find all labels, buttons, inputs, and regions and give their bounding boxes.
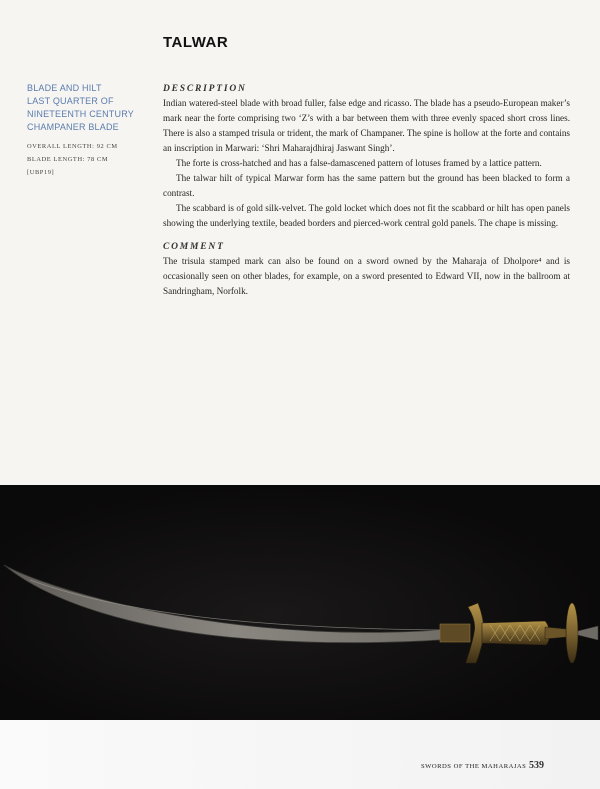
sidebar — [27, 82, 149, 179]
sidebar-meta — [27, 140, 149, 179]
sidebar-heading-line: NINETEENTH CENTURY — [27, 109, 134, 119]
sword-ricasso — [440, 624, 470, 642]
sword-pommel-finial — [578, 626, 598, 640]
talwar-photograph — [0, 485, 600, 720]
sword-grip — [482, 621, 549, 645]
sword-blade — [4, 565, 466, 643]
page-title: TALWAR — [163, 34, 229, 51]
sidebar-heading — [27, 82, 149, 134]
sword-pommel — [566, 603, 578, 663]
main-text — [163, 82, 570, 299]
description-heading: DESCRIPTION — [163, 84, 247, 94]
comment-heading: COMMENT — [163, 242, 225, 252]
catalogue-reference: [UBP19] — [27, 169, 55, 176]
running-title: SWORDS OF THE MAHARAJAS — [421, 763, 527, 770]
comment-paragraph: The trisula stamped mark can also be found on a sword owned by the Maharaja of Dholpore⁴ and is occasionally seen on other blades, for example, on a sword presented to Edward VII, now in the ballroom at Sandringham, Norfolk. — [163, 256, 570, 296]
footer-strip — [0, 720, 600, 789]
sidebar-heading-line: BLADE AND HILT — [27, 83, 102, 93]
description-paragraph: The scabbard is of gold silk-velvet. The gold locket which does not fit the scabbard or hilt has open panels showing the underlying textile, beaded borders and pierced-work central gold panels. The chape is missing. — [163, 203, 570, 228]
sidebar-heading-line: CHAMPANER BLADE — [27, 122, 119, 132]
description-paragraph: The forte is cross-hatched and has a false-damascened pattern of lotuses framed by a lattice pattern. — [176, 158, 542, 168]
sidebar-heading-line: LAST QUARTER OF — [27, 96, 114, 106]
page-number: 539 — [529, 760, 544, 771]
description-paragraph: The talwar hilt of typical Marwar form has the same pattern but the ground has been blacked to form a contrast. — [163, 173, 570, 198]
overall-length: OVERALL LENGTH: 92 CM — [27, 143, 118, 150]
talwar-sword-image — [0, 485, 600, 720]
blade-length: BLADE LENGTH: 78 CM — [27, 156, 109, 163]
description-paragraph: Indian watered-steel blade with broad fuller, false edge and ricasso. The blade has a pseudo-European maker’s mark near the forte comprising two ‘Z’s with a bar between them with three evenly spaced short cross lines. There is also a stamped trisula or trident, the mark of Champaner. The spine is hollow at the forte and contains an inscription in Marwari: ‘Shri Maharajdhiraj Jaswant Singh’. — [163, 98, 570, 153]
sword-pommel-neck — [545, 627, 566, 639]
